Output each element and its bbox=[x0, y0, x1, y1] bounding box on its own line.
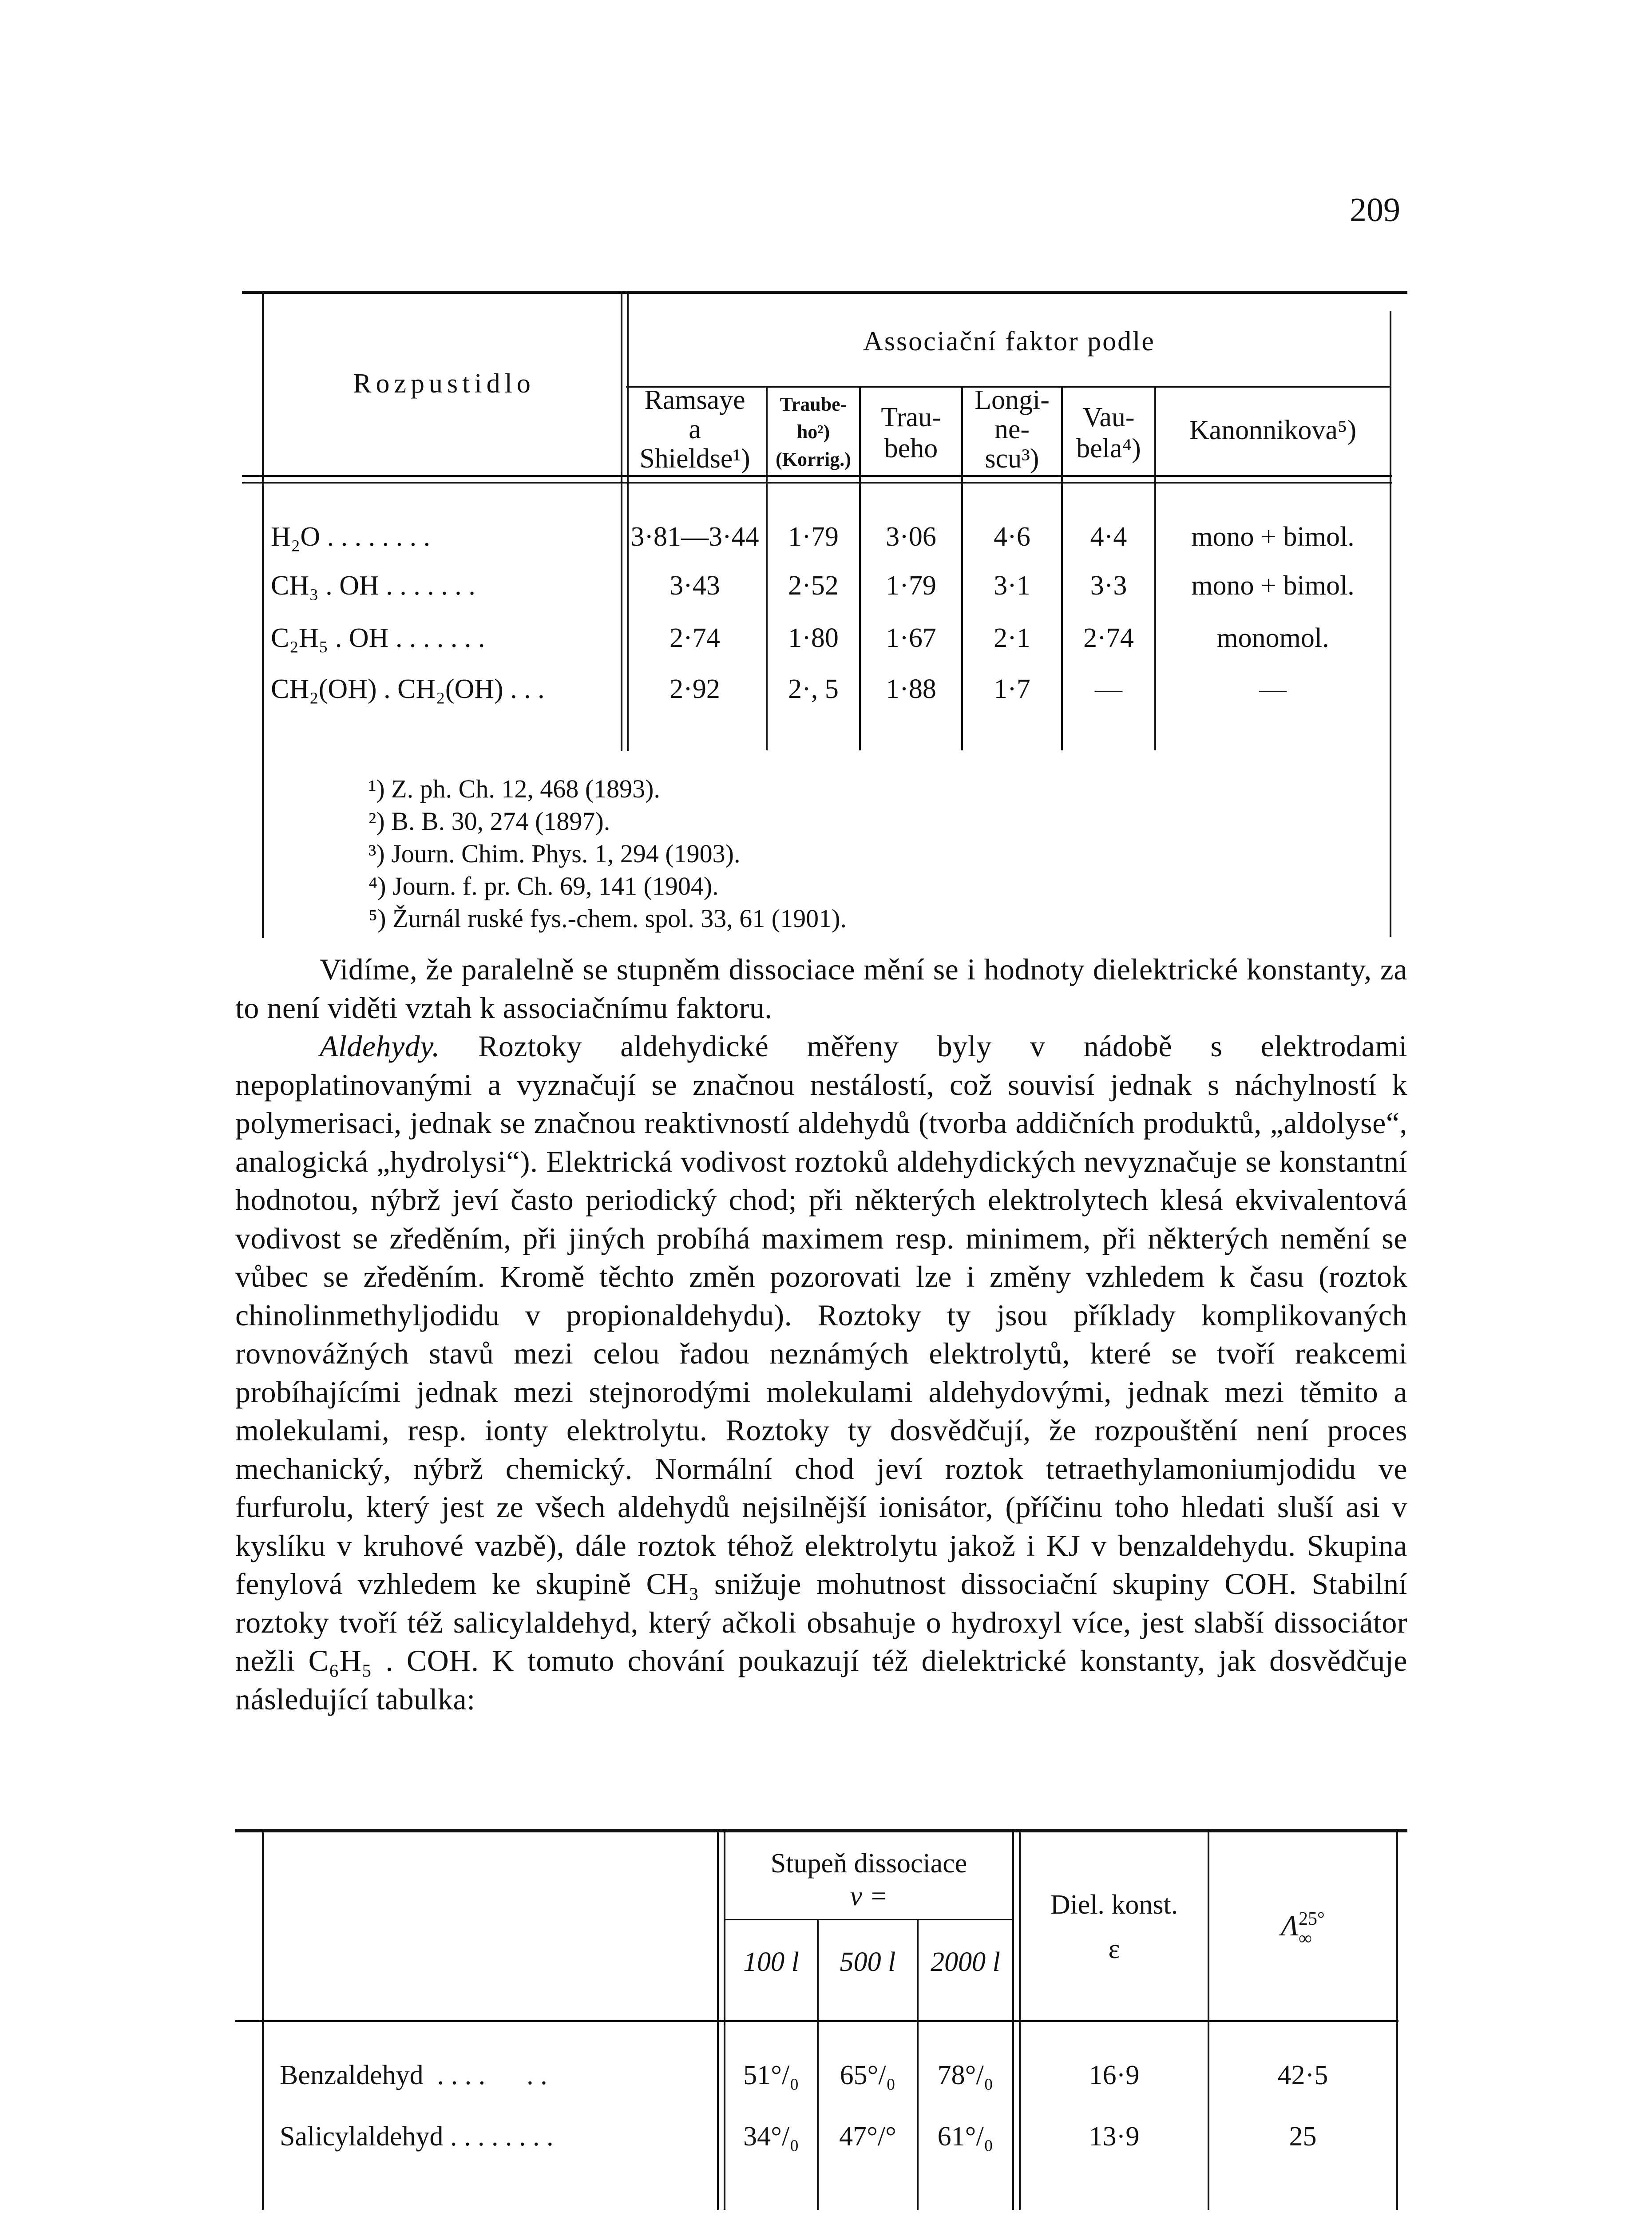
solvent-name bbox=[271, 522, 430, 552]
table2-name-sep-a bbox=[717, 1832, 719, 2210]
col-ramsay-l1: Ramsaye bbox=[644, 385, 745, 415]
lambda-header bbox=[1209, 1909, 1396, 1948]
solvent-name bbox=[271, 623, 485, 653]
dielectric-header bbox=[1021, 1883, 1208, 1971]
value-500l: 47°/° bbox=[839, 2121, 896, 2152]
col-traube-korrig-l2: ho²) bbox=[796, 421, 830, 443]
value-dielectric: 13·9 bbox=[1089, 2121, 1140, 2152]
col-500l-header: 500 l bbox=[840, 1947, 896, 1977]
value-kanonnikov: mono + bimol. bbox=[1191, 522, 1355, 552]
value-kanonnikov: mono + bimol. bbox=[1191, 571, 1355, 601]
col-vaubel-header bbox=[1063, 402, 1154, 464]
col-2000l-header: 2000 l bbox=[931, 1947, 1000, 1977]
value-longinescu: 4·6 bbox=[994, 522, 1030, 552]
table2-left-border bbox=[262, 1832, 264, 2210]
table2-lambda-sep bbox=[1208, 1832, 1209, 2210]
col-traube-header bbox=[861, 402, 961, 464]
table1-header-rule-b bbox=[242, 482, 1392, 484]
col-longinescu-l3: scu³) bbox=[985, 444, 1039, 474]
leader-dots: . . . . . . . bbox=[395, 623, 485, 653]
value-kanonnikov: monomol. bbox=[1216, 623, 1329, 653]
compound-label: Benzaldehyd bbox=[280, 2060, 424, 2090]
value-vaubel: 4·4 bbox=[1090, 522, 1127, 552]
leader-dots: . . . . . . bbox=[437, 2060, 547, 2090]
solvent-name bbox=[271, 571, 475, 601]
table2-right-border bbox=[1396, 1832, 1398, 2210]
col-traube-l2: beho bbox=[884, 433, 938, 464]
value-2000l: 61°/₀ bbox=[937, 2121, 994, 2152]
value-traube-korrig: 2·52 bbox=[788, 571, 839, 601]
body-text bbox=[235, 950, 1407, 1718]
paragraph-aldehydes-body: Roztoky aldehydické měřeny byly v nádobě s elektrodami nepoplatinovanými a vyznačují se značnou nestálostí, což souvisí jednak s náchylností k polymerisaci, jednak se značnou reaktivností aldehydů (tvorba addičních produktů, „aldolyse“, analogická „hydrolysi“). Elektrická vodivost roztoků aldehydických nevyznačuje se konstantní hodnotou, nýbrž jeví často periodický chod; při některých elektrolytech klesá ekvivalentová vodivost se zředěním, při jiných probíhá maximem resp. minimem, při některých nemění se vůbec se zředěním. Kromě těchto změn pozorovati lze i změny vzhledem k času (roztok chinolinmethyljodidu v propionaldehydu). Roztoky ty jsou příklady komplikovaných rovnovážných stavů mezi celou řadou neznámých elektrolytů, které se tvoří reakcemi probíhajícími jednak mezi stejnorodými molekulami aldehydovými, jednak mezi těmito a molekulami, resp. ionty elektrolytu. Roztoky ty dosvědčují, že rozpouštění není proces mechanický, nýbrž chemický. Normální chod jeví roztok tetraethylamoniumjodidu ve furfurolu, který jest ze všech aldehydů nejsilnější ionisátor, (příčinu toho hledati sluší asi v kyslíku v kruhové vazbě), dále roztok téhož elektrolytu jakož i KJ v benzaldehydu. Skupina fenylová vzhledem ke skupině CH₃ snižuje mohutnost dissociační skupiny COH. Stabilní roztoky tvoří též salicylaldehyd, který ačkoli obsahuje o hydroxyl více, jest slabší dissociátor nežli C₆H₅ . COH. K tomuto chování poukazují též dielektrické konstanty, jak dosvědčuje následující tabulka: bbox=[235, 1029, 1407, 1716]
leader-dots: . . . . . . . . bbox=[327, 522, 431, 552]
col-ramsay-header bbox=[624, 385, 766, 473]
dielectric-symbol: ε bbox=[1108, 1934, 1120, 1964]
table2-top-rule bbox=[235, 1829, 1407, 1832]
dielectric-title: Diel. konst. bbox=[1050, 1890, 1178, 1920]
solvent-formula: CH₂(OH) . CH₂(OH) bbox=[271, 674, 503, 704]
col-vaubel-l1: Vau- bbox=[1082, 402, 1135, 432]
solvent-formula: CH₃ . OH bbox=[271, 571, 379, 601]
dissociation-group-title: Stupeň dissociace bbox=[770, 1848, 967, 1879]
solvent-header: Rozpustidlo bbox=[353, 369, 535, 399]
value-traube-korrig: 1·80 bbox=[788, 623, 839, 653]
compound-label: Salicylaldehyd bbox=[280, 2121, 444, 2152]
solvent-formula: H₂O bbox=[271, 522, 321, 552]
compound-name bbox=[280, 2060, 547, 2090]
table1-top-rule bbox=[242, 291, 1407, 294]
footnote-4: ⁴) Journ. f. pr. Ch. 69, 141 (1904). bbox=[368, 872, 719, 900]
value-kanonnikov: — bbox=[1259, 674, 1287, 704]
section-title-aldehydes: Aldehydy. bbox=[320, 1029, 440, 1063]
value-vaubel: — bbox=[1095, 674, 1122, 704]
dissociation-group-sub: v = bbox=[850, 1881, 888, 1911]
col-traube-korrig-l1: Traube- bbox=[780, 393, 847, 415]
value-longinescu: 3·1 bbox=[994, 571, 1030, 601]
paragraph-dielectric: Vidíme, že paralelně se stupněm dissociace mění se i hodnoty dielektrické konstanty, za to není viděti vztah k associačnímu faktoru. bbox=[235, 952, 1407, 1025]
compound-name bbox=[280, 2121, 553, 2152]
col-ramsay-l3: Shieldse¹) bbox=[639, 444, 750, 474]
value-ramsay: 2·74 bbox=[670, 623, 720, 653]
value-100l: 51°/₀ bbox=[743, 2060, 799, 2090]
value-ramsay: 3·81—3·44 bbox=[630, 522, 759, 552]
value-500l: 65°/₀ bbox=[840, 2060, 896, 2090]
solvent-name bbox=[271, 674, 545, 704]
value-vaubel: 3·3 bbox=[1090, 571, 1127, 601]
col-longinescu-l2: ne- bbox=[994, 414, 1030, 444]
footnote-1: ¹) Z. ph. Ch. 12, 468 (1893). bbox=[368, 774, 660, 803]
col-traube-l1: Trau- bbox=[881, 402, 941, 432]
leader-dots: . . . . . . . bbox=[386, 571, 475, 601]
col-longinescu-header bbox=[963, 385, 1061, 473]
value-vaubel: 2·74 bbox=[1083, 623, 1134, 653]
value-ramsay: 3·43 bbox=[670, 571, 720, 601]
leader-dots: . . . . . . . . bbox=[450, 2121, 554, 2152]
value-traube: 1·67 bbox=[886, 623, 936, 653]
table1-left-border bbox=[262, 294, 264, 938]
value-traube-korrig: 1·79 bbox=[788, 522, 839, 552]
value-traube-korrig: 2·, 5 bbox=[788, 674, 839, 704]
value-ramsay: 2·92 bbox=[670, 674, 720, 704]
col-traube-korrig-l3: (Korrig.) bbox=[776, 448, 851, 470]
table1-solvent-sep-a bbox=[621, 294, 622, 751]
table1-right-border bbox=[1390, 311, 1391, 937]
footnote-2: ²) B. B. 30, 274 (1897). bbox=[368, 807, 610, 836]
solvent-formula: C₂H₅ . OH bbox=[271, 623, 389, 653]
group-header: Associační faktor podle bbox=[863, 326, 1155, 357]
value-traube: 1·88 bbox=[886, 674, 936, 704]
dissociation-group-header bbox=[725, 1847, 1012, 1913]
value-lambda: 42·5 bbox=[1277, 2060, 1328, 2090]
value-longinescu: 2·1 bbox=[994, 623, 1030, 653]
col-traube-korrig-header bbox=[768, 391, 859, 473]
leader-dots: . . . bbox=[510, 674, 545, 704]
value-100l: 34°/₀ bbox=[743, 2121, 799, 2152]
footnote-5: ⁵) Žurnál ruské fys.-chem. spol. 33, 61 (1901). bbox=[368, 904, 847, 933]
table2-diel-sep-a bbox=[1012, 1832, 1014, 2210]
value-traube: 1·79 bbox=[886, 571, 936, 601]
col-vaubel-l2: bela⁴) bbox=[1076, 433, 1141, 464]
value-traube: 3·06 bbox=[886, 522, 936, 552]
table2-group-rule bbox=[724, 1919, 1012, 1920]
page-number: 209 bbox=[1350, 191, 1400, 229]
col-100l-header: 100 l bbox=[743, 1947, 799, 1977]
lambda-infinity: ∞ bbox=[1299, 1928, 1312, 1949]
lambda-temperature: 25° bbox=[1299, 1909, 1325, 1929]
col-kanonnikov-header bbox=[1156, 415, 1390, 445]
table1-header-rule-a bbox=[242, 475, 1392, 477]
footnote-3: ³) Journ. Chim. Phys. 1, 294 (1903). bbox=[368, 839, 741, 868]
value-longinescu: 1·7 bbox=[994, 674, 1030, 704]
paragraph-aldehydes bbox=[235, 1027, 1407, 1718]
col-longinescu-l1: Longi- bbox=[975, 385, 1050, 415]
col-ramsay-l2: a bbox=[689, 414, 701, 444]
value-dielectric: 16·9 bbox=[1089, 2060, 1140, 2090]
value-2000l: 78°/₀ bbox=[937, 2060, 994, 2090]
lambda-symbol: Λ bbox=[1281, 1910, 1299, 1942]
col-kanonnikov-l1: Kanonnikova⁵) bbox=[1189, 415, 1357, 445]
value-lambda: 25 bbox=[1289, 2121, 1317, 2152]
